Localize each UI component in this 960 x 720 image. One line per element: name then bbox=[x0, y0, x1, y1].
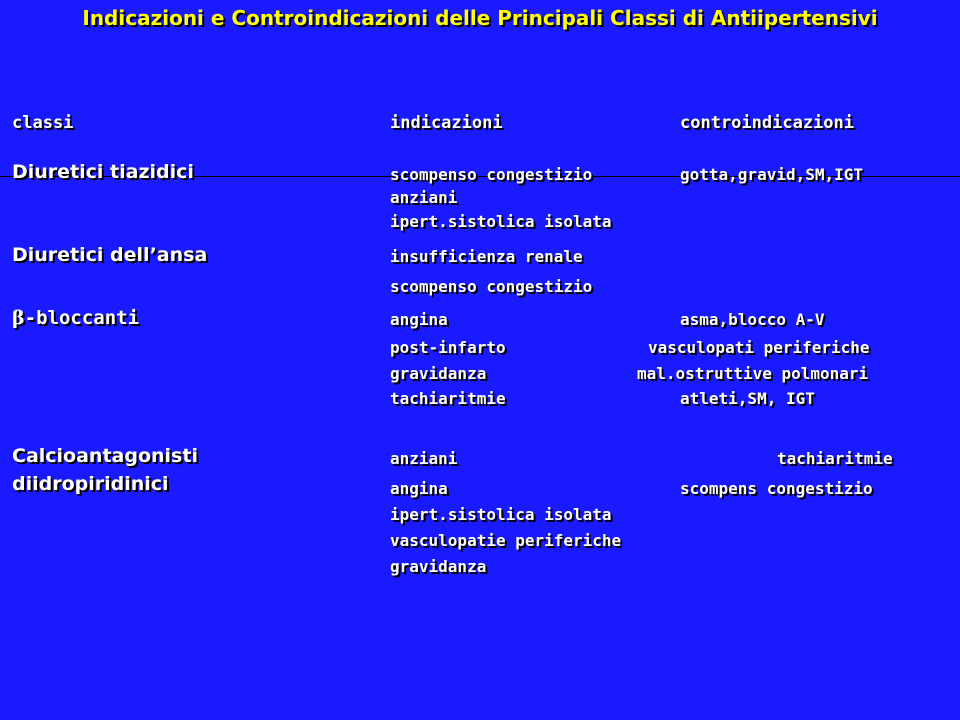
contraindication-item: atleti,SM, IGT bbox=[680, 389, 815, 408]
indication-item: gravidanza bbox=[390, 364, 487, 383]
indication-item: insufficienza renale bbox=[390, 247, 583, 266]
class-diidropiridinici: diidropiridinici bbox=[12, 473, 169, 495]
indication-item: angina bbox=[390, 479, 448, 498]
contraindication-item: scompens congestizio bbox=[680, 479, 873, 498]
contraindication-item: vasculopati periferiche bbox=[648, 338, 870, 357]
indication-item: vasculopatie periferiche bbox=[390, 531, 622, 550]
class-label: -bloccanti bbox=[24, 307, 140, 329]
indication-item: ipert.sistolica isolata bbox=[390, 505, 612, 524]
header-classi: classi bbox=[12, 113, 74, 133]
class-diuretici-ansa: Diuretici dell’ansa bbox=[12, 244, 208, 266]
class-diuretici-tiazidici: Diuretici tiazidici bbox=[12, 161, 194, 183]
beta-symbol: β bbox=[12, 307, 25, 329]
indication-item: scompenso congestizio bbox=[390, 277, 593, 296]
indication-item: post-infarto bbox=[390, 338, 506, 357]
indication-item: anziani bbox=[390, 449, 458, 468]
contraindication-item: mal.ostruttive polmonari bbox=[637, 364, 869, 383]
class-beta-bloccanti bbox=[12, 307, 139, 329]
class-calcioantagonisti: Calcioantagonisti bbox=[12, 445, 198, 467]
indication-item: gravidanza bbox=[390, 557, 487, 576]
indication-item: tachiaritmie bbox=[390, 389, 506, 408]
contraindication-item: gotta,gravid,SM,IGT bbox=[680, 165, 864, 184]
slide-title: Indicazioni e Controindicazioni delle Principali Classi di Antiipertensivi bbox=[82, 6, 878, 30]
indication-item: scompenso congestizio bbox=[390, 165, 593, 184]
indication-item: angina bbox=[390, 310, 448, 329]
contraindication-item: asma,blocco A-V bbox=[680, 310, 825, 329]
contraindication-item: tachiaritmie bbox=[777, 449, 893, 468]
indication-item: ipert.sistolica isolata bbox=[390, 212, 612, 231]
header-controindicazioni: controindicazioni bbox=[680, 113, 854, 133]
indication-item: anziani bbox=[390, 188, 458, 207]
header-indicazioni: indicazioni bbox=[390, 113, 503, 133]
